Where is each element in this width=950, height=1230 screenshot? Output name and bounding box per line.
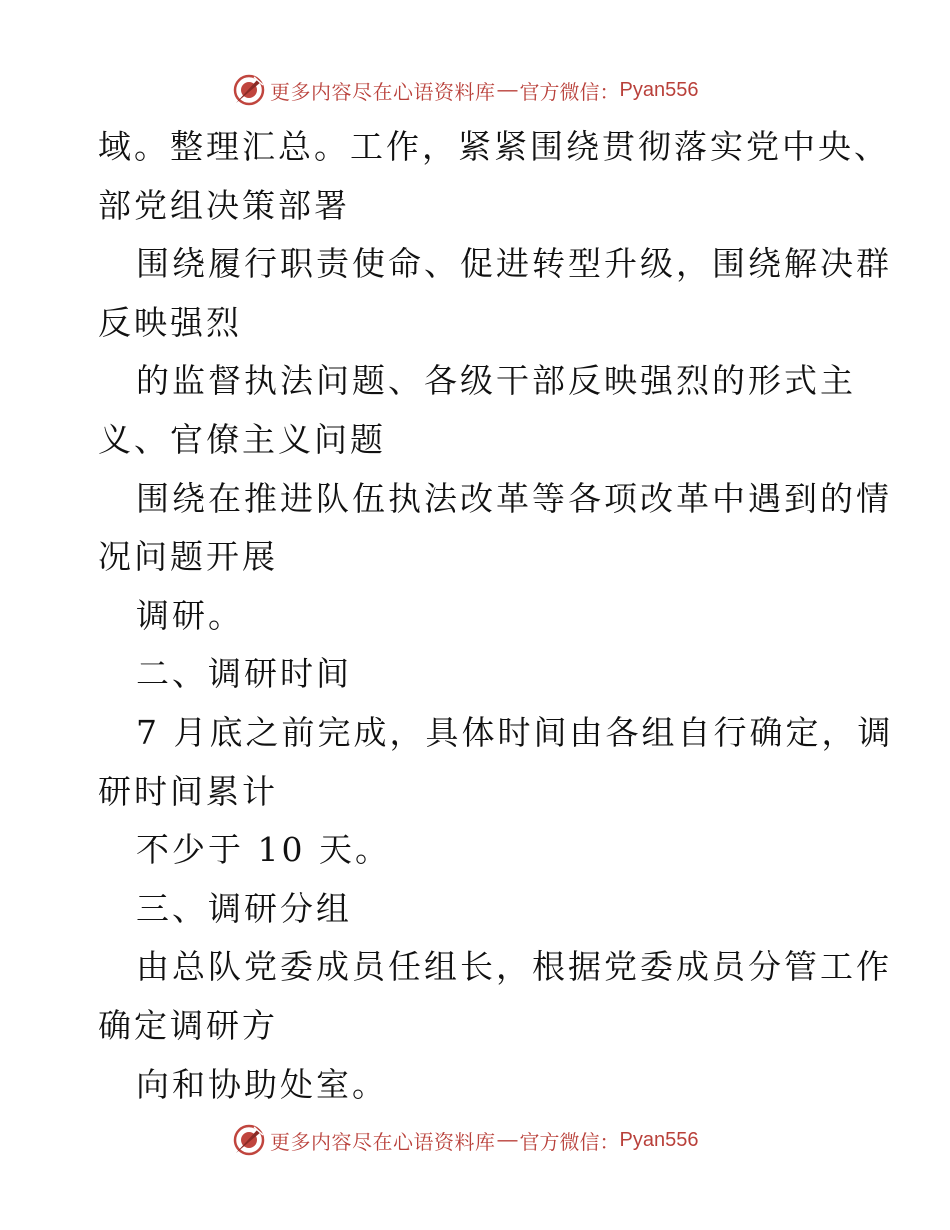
text-line: 围绕履行职责使命、促进转型升级，围绕解决群 (136, 244, 892, 284)
text-line: 反映强烈 (98, 302, 242, 342)
text-line: 由总队党委成员任组长，根据党委成员分管工作 (136, 947, 892, 987)
quill-logo-icon (232, 73, 266, 107)
watermark-separator: — (497, 1128, 518, 1151)
text-line: 三、调研分组 (136, 888, 352, 928)
text-line: 向和协助处室。 (136, 1064, 388, 1104)
watermark-contact-label: 官方微信： (519, 79, 620, 104)
watermark-separator: — (497, 78, 518, 101)
watermark-handle: Pyan556 (619, 1128, 699, 1151)
text-line: 二、调研时间 (136, 654, 352, 694)
text-line: 部党组决策部署 (98, 185, 350, 225)
text-line: 7 月底之前完成，具体时间由各组自行确定，调 (136, 712, 894, 752)
document-body (98, 118, 894, 1114)
watermark-contact-label: 官方微信： (519, 1129, 620, 1154)
text-line: 不少于 10 天。 (136, 830, 391, 870)
text-line: 研时间累计 (98, 771, 278, 811)
footer-watermark (232, 1121, 752, 1159)
text-line: 的监督执法问题、各级干部反映强烈的形式主 (136, 361, 856, 401)
text-line: 围绕在推进队伍执法改革等各项改革中遇到的情 (136, 478, 892, 518)
quill-logo-icon (232, 1123, 266, 1157)
watermark-slogan: 更多内容尽在心语资料库 (270, 1129, 496, 1154)
text-line: 调研。 (136, 595, 244, 635)
watermark-slogan: 更多内容尽在心语资料库 (270, 79, 496, 104)
watermark-handle: Pyan556 (619, 78, 699, 101)
text-line: 确定调研方 (98, 1005, 278, 1045)
header-watermark (232, 71, 752, 109)
text-line: 况问题开展 (98, 537, 278, 577)
text-line: 义、官僚主义问题 (98, 419, 386, 459)
text-line: 域。整理汇总。工作，紧紧围绕贯彻落实党中央、 (98, 127, 890, 166)
